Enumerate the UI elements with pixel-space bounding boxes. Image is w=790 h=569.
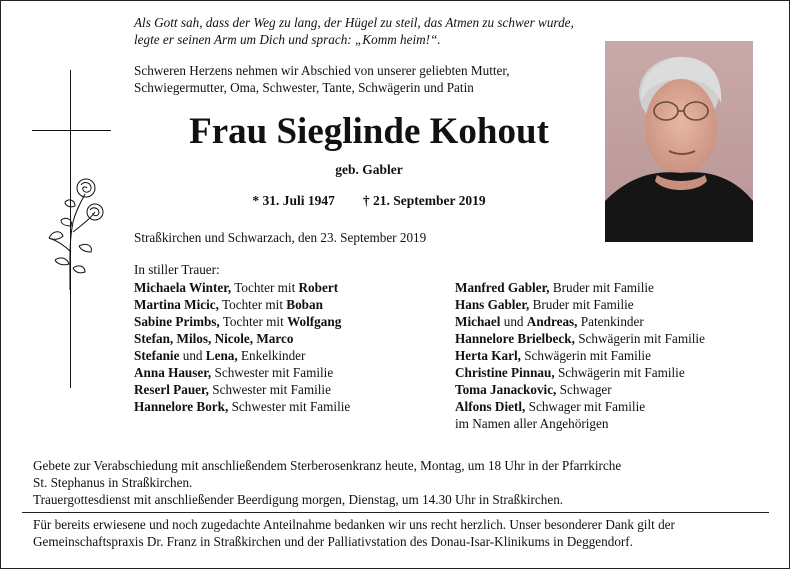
- mourner-relation: Tochter mit: [231, 280, 299, 295]
- mourner-name: Reserl Pauer,: [134, 382, 209, 397]
- thanks-line: Für bereits erwiesene und noch zugedachte Anteilnahme bedanken wir uns recht herzlich. Unser besonderer Dank gilt der: [33, 517, 675, 532]
- mourner-entry: [134, 381, 350, 398]
- mourner-entry: [455, 364, 705, 381]
- mourner-name: Boban: [286, 297, 323, 312]
- thanks-text: [33, 516, 778, 550]
- mourner-name: Andreas,: [526, 314, 578, 329]
- birth-date: * 31. Juli 1947: [252, 193, 335, 208]
- mourner-relation: Bruder mit Familie: [549, 280, 654, 295]
- mourner-entry: [455, 398, 705, 415]
- mourner-name: Lena,: [205, 348, 238, 363]
- life-dates: [134, 193, 604, 209]
- mourner-name: Manfred Gabler,: [455, 280, 550, 295]
- poem: [134, 14, 604, 48]
- mourner-relation: Schwester mit Familie: [208, 382, 331, 397]
- mourner-relation: im Namen aller Angehörigen: [455, 416, 609, 431]
- mourner-name: Wolfgang: [287, 314, 342, 329]
- mourner-relation: Bruder mit Familie: [529, 297, 634, 312]
- mourner-name: Stefanie: [134, 348, 180, 363]
- mourner-entry: [134, 398, 350, 415]
- mourner-name: Michael: [455, 314, 501, 329]
- cross-bar: [32, 130, 111, 131]
- mourner-name: Hannelore Bork,: [134, 399, 229, 414]
- mourner-relation: Enkelkinder: [237, 348, 306, 363]
- mourner-name: Anna Hauser,: [134, 365, 212, 380]
- mourner-relation: Schwägerin mit Familie: [574, 331, 705, 346]
- rose-icon: [43, 172, 107, 290]
- mourner-entry: [134, 296, 350, 313]
- mourner-entry: [134, 279, 350, 296]
- poem-line: legte er seinen Arm um Dich und sprach: „Komm heim!“.: [134, 32, 441, 47]
- mourners-right: [455, 279, 705, 432]
- death-date: † 21. September 2019: [362, 193, 486, 208]
- prayer-line: Trauergottesdienst mit anschließender Beerdigung morgen, Dienstag, um 14.30 Uhr in Straßkirchen.: [33, 492, 564, 507]
- mourner-name: Martina Micic,: [134, 297, 219, 312]
- mourner-name: Robert: [298, 280, 339, 295]
- mourner-relation: Schwager: [556, 382, 612, 397]
- mourner-name: Herta Karl,: [455, 348, 521, 363]
- mourner-name: Hannelore Brielbeck,: [455, 331, 575, 346]
- divider: [22, 512, 769, 513]
- mourner-entry: [455, 296, 705, 313]
- mourner-relation: Schwägerin mit Familie: [554, 365, 685, 380]
- mourners-left: [134, 279, 350, 415]
- mourner-name: Michaela Winter,: [134, 280, 232, 295]
- mourner-relation: Schwägerin mit Familie: [520, 348, 651, 363]
- mourning-label: In stiller Trauer:: [134, 262, 220, 277]
- mourner-entry: [455, 313, 705, 330]
- mourner-relation: Tochter mit: [219, 314, 288, 329]
- prayer-line: Gebete zur Verabschiedung mit anschließendem Sterberosenkranz heute, Montag, um 18 Uhr in der Pfarrkirche: [33, 458, 622, 473]
- mourner-entry: [455, 330, 705, 347]
- mourner-entry: [134, 313, 350, 330]
- mourner-relation: und: [500, 314, 527, 329]
- mourner-name: Alfons Dietl,: [455, 399, 526, 414]
- mourner-relation: Schwager mit Familie: [525, 399, 646, 414]
- mourner-relation: Patenkinder: [577, 314, 644, 329]
- mourner-entry: [134, 330, 350, 347]
- mourner-name: Toma Janackovic,: [455, 382, 557, 397]
- mourner-relation: und: [179, 348, 206, 363]
- mourner-entry: [134, 364, 350, 381]
- portrait-photo: [605, 41, 753, 242]
- mourner-relation: Schwester mit Familie: [228, 399, 351, 414]
- mourner-entry: [455, 279, 705, 296]
- intro-text: [134, 62, 604, 96]
- thanks-line: Gemeinschaftspraxis Dr. Franz in Straßkirchen und der Palliativstation des Donau-Isar-Klinikums in Deggendorf.: [33, 534, 633, 549]
- mourner-name: Stefan, Milos, Nicole, Marco: [134, 331, 294, 346]
- mourner-name: Sabine Primbs,: [134, 314, 220, 329]
- poem-line: Als Gott sah, dass der Weg zu lang, der Hügel zu steil, das Atmen zu schwer wurde,: [134, 15, 574, 30]
- mourner-name: Christine Pinnau,: [455, 365, 555, 380]
- mourner-entry: [134, 347, 350, 364]
- intro-line: Schwiegermutter, Oma, Schwester, Tante, Schwägerin und Patin: [134, 80, 474, 95]
- mourner-relation: Schwester mit Familie: [211, 365, 334, 380]
- maiden-name: geb. Gabler: [335, 162, 403, 177]
- mourner-name: Hans Gabler,: [455, 297, 530, 312]
- intro-line: Schweren Herzens nehmen wir Abschied von unserer geliebten Mutter,: [134, 63, 510, 78]
- prayer-info: [33, 457, 773, 508]
- mourner-entry: [455, 415, 705, 432]
- deceased-name: Frau Sieglinde Kohout: [189, 111, 549, 152]
- prayer-line: St. Stephanus in Straßkirchen.: [33, 475, 193, 490]
- mourner-entry: [455, 381, 705, 398]
- place-date: Straßkirchen und Schwarzach, den 23. September 2019: [134, 230, 427, 245]
- mourner-entry: [455, 347, 705, 364]
- mourner-relation: Tochter mit: [218, 297, 287, 312]
